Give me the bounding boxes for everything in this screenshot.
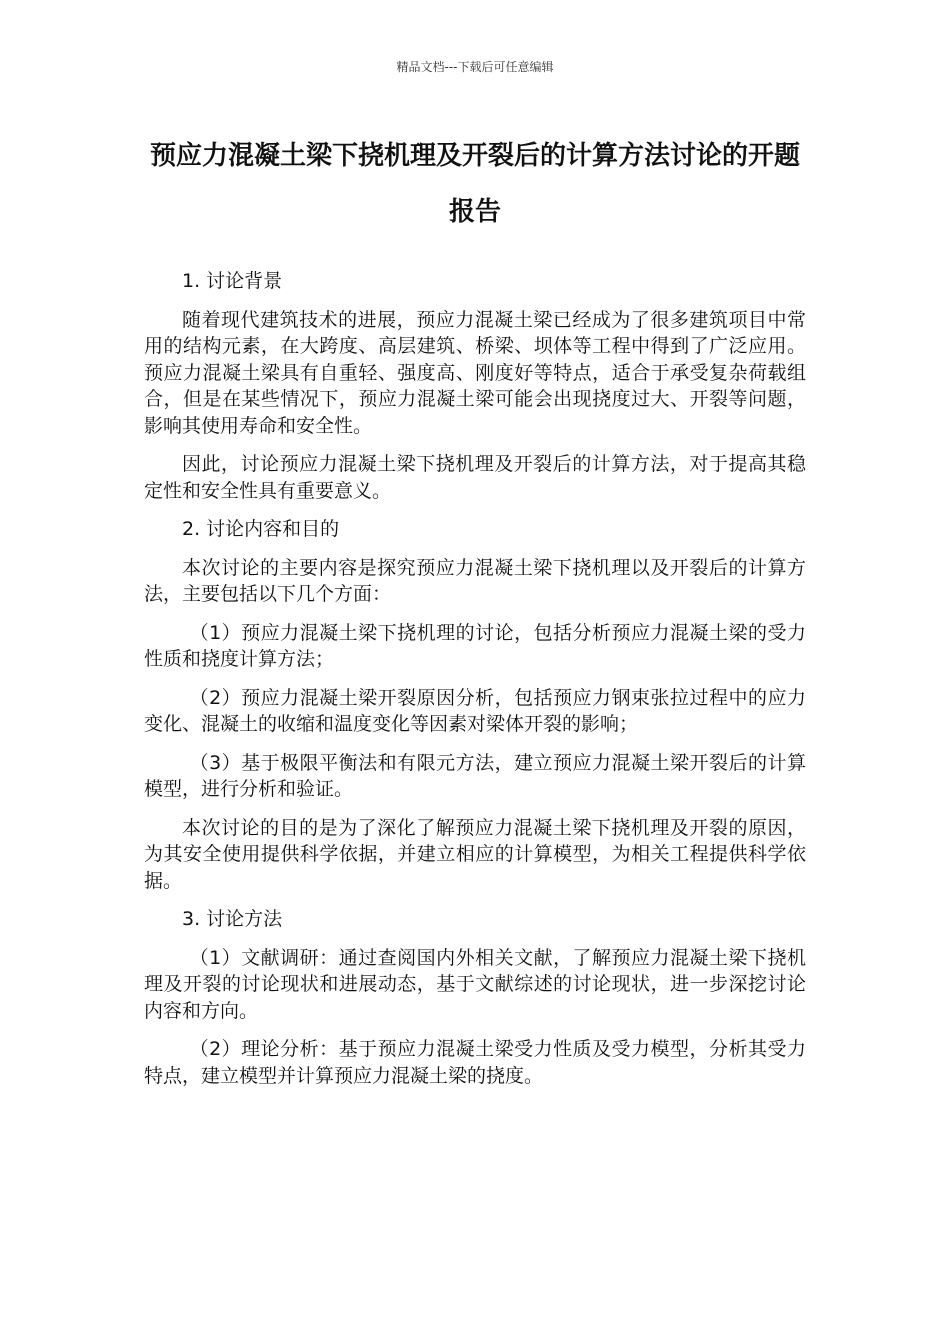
section-heading-background: 1. 讨论背景 [182,270,283,292]
list-item-content-3: （3）基于极限平衡法和有限元方法，建立预应力混凝土梁开裂后的计算模型，进行分析和验证。 [144,751,806,800]
list-item-method-2: （2）理论分析：基于预应力混凝土梁受力性质及受力模型，分析其受力特点，建立模型并计算预应力混凝土梁的挠度。 [144,1038,806,1087]
list-item-method-1: （1）文献调研：通过查阅国内外相关文献，了解预应力混凝土梁下挠机理及开裂的讨论现状和进展动态，基于文献综述的讨论现状，进一步深挖讨论内容和方向。 [144,946,806,1022]
section-heading-methods: 3. 讨论方法 [182,908,283,930]
paragraph-content-intro: 本次讨论的主要内容是探究预应力混凝土梁下挠机理以及开裂后的计算方法，主要包括以下几个方面： [144,556,806,605]
document-body [144,268,806,1101]
header-note: 精品文档---下载后可任意编辑 [396,60,554,74]
paragraph-purpose: 本次讨论的目的是为了深化了解预应力混凝土梁下挠机理及开裂的原因，为其安全使用提供科学依据，并建立相应的计算模型，为相关工程提供科学依据。 [144,816,806,892]
list-item-content-1: （1）预应力混凝土梁下挠机理的讨论，包括分析预应力混凝土梁的受力性质和挠度计算方法； [144,621,806,670]
section-heading-content-purpose: 2. 讨论内容和目的 [182,518,340,540]
paragraph-significance: 因此，讨论预应力混凝土梁下挠机理及开裂后的计算方法，对于提高其稳定性和安全性具有重要意义。 [144,453,806,502]
paragraph-background: 随着现代建筑技术的进展，预应力混凝土梁已经成为了很多建筑项目中常用的结构元素，在大跨度、高层建筑、桥梁、坝体等工程中得到了广泛应用。预应力混凝土梁具有自重轻、强度高、刚度好等特点，适合于承受复杂荷载组合，但是在某些情况下，预应力混凝土梁可能会出现挠度过大、开裂等问题，影响其使用寿命和安全性。 [144,308,806,437]
document-title: 预应力混凝土梁下挠机理及开裂后的计算方法讨论的开题报告 [149,141,800,227]
list-item-content-2: （2）预应力混凝土梁开裂原因分析，包括预应力钢束张拉过程中的应力变化、混凝土的收缩和温度变化等因素对梁体开裂的影响； [144,686,806,735]
